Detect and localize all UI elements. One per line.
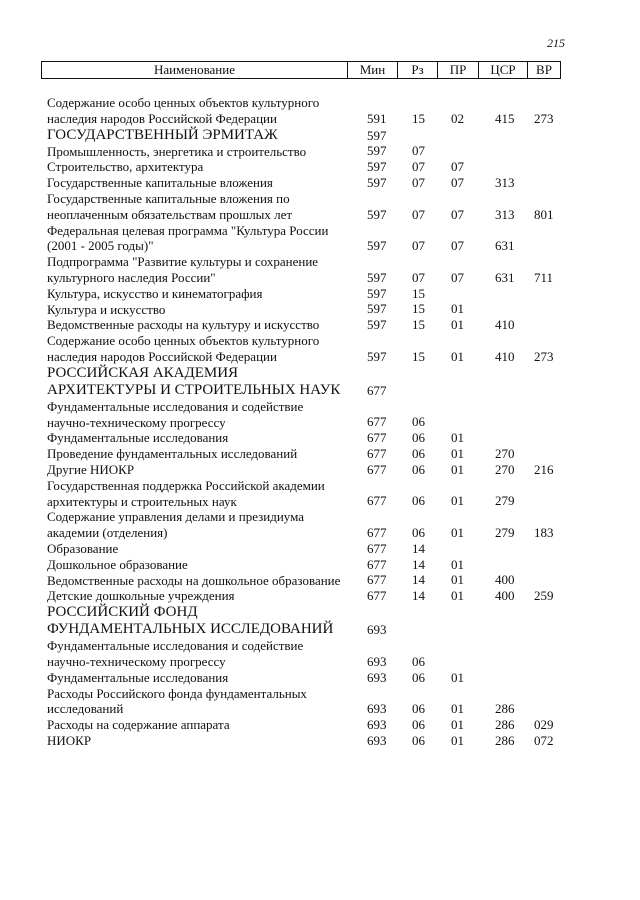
row-codes: [47, 493, 567, 509]
table-row: [47, 588, 567, 604]
table-row: [47, 717, 567, 733]
page-number: 215: [547, 36, 565, 50]
row-name: Дошкольное образование: [47, 556, 188, 572]
row-csr: 313: [495, 174, 515, 190]
row-rz: 06: [412, 461, 425, 477]
row-vr: 183: [534, 524, 554, 540]
row-name: РОССИЙСКИЙ ФОНД ФУНДАМЕНТАЛЬНЫХ ИССЛЕДОВАНИЙ: [47, 604, 334, 638]
row-rz: 06: [412, 524, 425, 540]
row-min: 597: [367, 206, 387, 222]
row-codes: [47, 207, 567, 223]
row-rz: 06: [412, 669, 425, 685]
table-row: [47, 254, 567, 286]
row-name: Содержание управления делами и президиума академии (отделения): [47, 509, 305, 541]
budget-table: [41, 61, 561, 79]
row-name: Ведомственные расходы на дошкольное образование: [47, 572, 341, 588]
row-csr: 415: [495, 110, 515, 126]
row-min: 693: [367, 732, 387, 748]
row-name: НИОКР: [47, 732, 92, 748]
row-codes: [47, 654, 567, 670]
row-pr: 01: [451, 301, 464, 317]
row-vr: 259: [534, 588, 554, 604]
row-csr: 631: [495, 238, 515, 254]
row-min: 693: [367, 622, 387, 638]
row-min: 677: [367, 414, 387, 430]
row-rz: 07: [412, 159, 425, 175]
table-header: [41, 61, 561, 79]
row-name: РОССИЙСКАЯ АКАДЕМИЯ АРХИТЕКТУРЫ И СТРОИТЕЛЬНЫХ НАУК: [47, 364, 341, 398]
row-rz: 14: [412, 588, 425, 604]
table-row: [47, 733, 567, 749]
row-codes: [47, 733, 567, 749]
row-name: Федеральная целевая программа "Культура России (2001 - 2005 годы)": [47, 222, 329, 254]
row-pr: 07: [451, 269, 464, 285]
row-pr: 01: [451, 732, 464, 748]
row-min: 677: [367, 540, 387, 556]
row-pr: 01: [451, 461, 464, 477]
table-row: [47, 573, 567, 589]
row-codes: [47, 541, 567, 557]
row-min: 597: [367, 127, 387, 143]
row-csr: 279: [495, 524, 515, 540]
row-codes: [47, 588, 567, 604]
row-rz: 06: [412, 701, 425, 717]
row-name: Государственная поддержка Российской академии архитектуры и строительных наук: [47, 477, 325, 509]
row-rz: 06: [412, 716, 425, 732]
row-codes: [47, 270, 567, 286]
table-row: [47, 333, 567, 365]
row-pr: 07: [451, 206, 464, 222]
row-pr: 01: [451, 588, 464, 604]
row-csr: 279: [495, 493, 515, 509]
row-pr: 01: [451, 701, 464, 717]
table-row: [47, 223, 567, 255]
row-rz: 06: [412, 732, 425, 748]
row-min: 677: [367, 588, 387, 604]
row-name: Государственные капитальные вложения: [47, 175, 273, 191]
row-codes: [47, 622, 567, 638]
row-min: 693: [367, 701, 387, 717]
row-csr: 286: [495, 716, 515, 732]
row-rz: 07: [412, 269, 425, 285]
row-name: Расходы на содержание аппарата: [47, 717, 230, 733]
row-rz: 06: [412, 414, 425, 430]
row-vr: 273: [534, 110, 554, 126]
row-rz: 07: [412, 143, 425, 159]
table-row: [47, 430, 567, 446]
row-csr: 270: [495, 445, 515, 461]
row-name: Содержание особо ценных объектов культурного наследия народов Российской Федерации: [47, 333, 320, 364]
row-min: 693: [367, 716, 387, 732]
row-codes: [47, 128, 567, 144]
table-row: [47, 95, 567, 127]
table-row: [47, 638, 567, 670]
row-pr: 01: [451, 430, 464, 446]
row-pr: 01: [451, 493, 464, 509]
row-rz: 06: [412, 493, 425, 509]
table-row: [47, 557, 567, 573]
row-min: 591: [367, 110, 387, 126]
row-pr: 02: [451, 110, 464, 126]
table-row: [47, 670, 567, 686]
row-codes: [47, 717, 567, 733]
row-csr: 286: [495, 701, 515, 717]
row-name: ГОСУДАРСТВЕННЫЙ ЭРМИТАЖ: [47, 126, 278, 143]
row-min: 597: [367, 143, 387, 159]
row-csr: 270: [495, 461, 515, 477]
row-csr: 313: [495, 206, 515, 222]
row-rz: 15: [412, 301, 425, 317]
row-rz: 14: [412, 540, 425, 556]
row-min: 597: [367, 269, 387, 285]
row-vr: 216: [534, 461, 554, 477]
table-row: [47, 302, 567, 318]
row-rz: 07: [412, 206, 425, 222]
row-rz: 15: [412, 110, 425, 126]
row-name: Подпрограмма "Развитие культуры и сохранение культурного наследия России": [47, 254, 319, 285]
row-csr: 410: [495, 317, 515, 333]
header-vr: ВР: [527, 62, 560, 78]
row-name: Фундаментальные исследования и содействие научно-техническому прогрессу: [47, 398, 304, 430]
row-name: Промышленность, энергетика и строительство: [47, 143, 307, 159]
row-rz: 15: [412, 348, 425, 364]
row-min: 693: [367, 653, 387, 669]
table-row: [47, 446, 567, 462]
row-codes: [47, 462, 567, 478]
row-min: 597: [367, 285, 387, 301]
header-name: Наименование: [154, 62, 235, 77]
row-codes: [47, 143, 567, 159]
row-codes: [47, 111, 567, 127]
table-row: [47, 686, 567, 718]
row-rz: 06: [412, 430, 425, 446]
row-codes: [47, 317, 567, 333]
row-rz: 15: [412, 285, 425, 301]
row-min: 677: [367, 382, 387, 398]
row-name: Государственные капитальные вложения по неоплаченным обязательствам прошлых лет: [47, 190, 293, 222]
row-min: 677: [367, 430, 387, 446]
row-pr: 01: [451, 716, 464, 732]
row-pr: 07: [451, 174, 464, 190]
row-name: Культура и искусство: [47, 301, 166, 317]
row-min: 677: [367, 493, 387, 509]
row-min: 677: [367, 445, 387, 461]
table-body: [47, 95, 567, 749]
table-row: [47, 604, 567, 638]
row-rz: 06: [412, 653, 425, 669]
row-min: 693: [367, 669, 387, 685]
table-row: [47, 144, 567, 160]
table-row: [47, 509, 567, 541]
row-pr: 07: [451, 159, 464, 175]
row-min: 597: [367, 159, 387, 175]
row-min: 677: [367, 556, 387, 572]
row-min: 677: [367, 572, 387, 588]
row-pr: 07: [451, 238, 464, 254]
row-name: Проведение фундаментальных исследований: [47, 446, 298, 462]
row-rz: 07: [412, 238, 425, 254]
header-min: Мин: [347, 62, 397, 78]
row-name: Образование: [47, 540, 119, 556]
row-min: 597: [367, 348, 387, 364]
row-min: 677: [367, 524, 387, 540]
table-row: [47, 399, 567, 431]
row-name: Содержание особо ценных объектов культурного наследия народов Российской Федерации: [47, 95, 320, 126]
table-row: [47, 478, 567, 510]
row-codes: [47, 301, 567, 317]
row-rz: 06: [412, 445, 425, 461]
row-csr: 400: [495, 588, 515, 604]
row-rz: 14: [412, 572, 425, 588]
row-codes: [47, 572, 567, 588]
row-name: Другие НИОКР: [47, 461, 135, 477]
row-csr: 286: [495, 732, 515, 748]
row-rz: 15: [412, 317, 425, 333]
table-row: [47, 365, 567, 399]
row-pr: 01: [451, 556, 464, 572]
row-csr: 410: [495, 348, 515, 364]
row-pr: 01: [451, 669, 464, 685]
row-codes: [47, 701, 567, 717]
table-row: [47, 462, 567, 478]
table-row: [47, 286, 567, 302]
row-min: 597: [367, 174, 387, 190]
row-vr: 029: [534, 716, 554, 732]
header-csr: ЦСР: [478, 62, 527, 78]
table-row: [47, 175, 567, 191]
row-min: 677: [367, 461, 387, 477]
table-row: [47, 191, 567, 223]
row-name: Фундаментальные исследования: [47, 430, 229, 446]
row-codes: [47, 446, 567, 462]
row-codes: [47, 175, 567, 191]
row-name: Фундаментальные исследования: [47, 669, 229, 685]
row-codes: [47, 349, 567, 365]
row-codes: [47, 159, 567, 175]
row-codes: [47, 557, 567, 573]
row-codes: [47, 430, 567, 446]
row-pr: 01: [451, 572, 464, 588]
row-csr: 400: [495, 572, 515, 588]
row-name: Детские дошкольные учреждения: [47, 588, 235, 604]
row-vr: 711: [534, 269, 554, 285]
header-pr: ПР: [437, 62, 478, 78]
row-name: Фундаментальные исследования и содействие научно-техническому прогрессу: [47, 638, 304, 669]
row-name: Культура, искусство и кинематография: [47, 285, 263, 301]
row-pr: 01: [451, 445, 464, 461]
table-row: [47, 159, 567, 175]
table-row: [47, 541, 567, 557]
row-pr: 01: [451, 317, 464, 333]
row-name: Ведомственные расходы на культуру и искусство: [47, 317, 320, 333]
row-vr: 072: [534, 732, 554, 748]
row-min: 597: [367, 301, 387, 317]
table-row: [47, 127, 567, 144]
row-vr: 273: [534, 348, 554, 364]
row-name: Расходы Российского фонда фундаментальных исследований: [47, 685, 307, 717]
row-min: 597: [367, 238, 387, 254]
row-codes: [47, 414, 567, 430]
row-codes: [47, 286, 567, 302]
row-name: Строительство, архитектура: [47, 159, 204, 175]
row-codes: [47, 670, 567, 686]
row-vr: 801: [534, 206, 554, 222]
row-codes: [47, 238, 567, 254]
row-rz: 14: [412, 556, 425, 572]
row-min: 597: [367, 317, 387, 333]
row-codes: [47, 525, 567, 541]
row-rz: 07: [412, 174, 425, 190]
header-rz: Рз: [397, 62, 437, 78]
row-pr: 01: [451, 524, 464, 540]
row-codes: [47, 383, 567, 399]
table-row: [47, 317, 567, 333]
row-csr: 631: [495, 269, 515, 285]
row-pr: 01: [451, 348, 464, 364]
